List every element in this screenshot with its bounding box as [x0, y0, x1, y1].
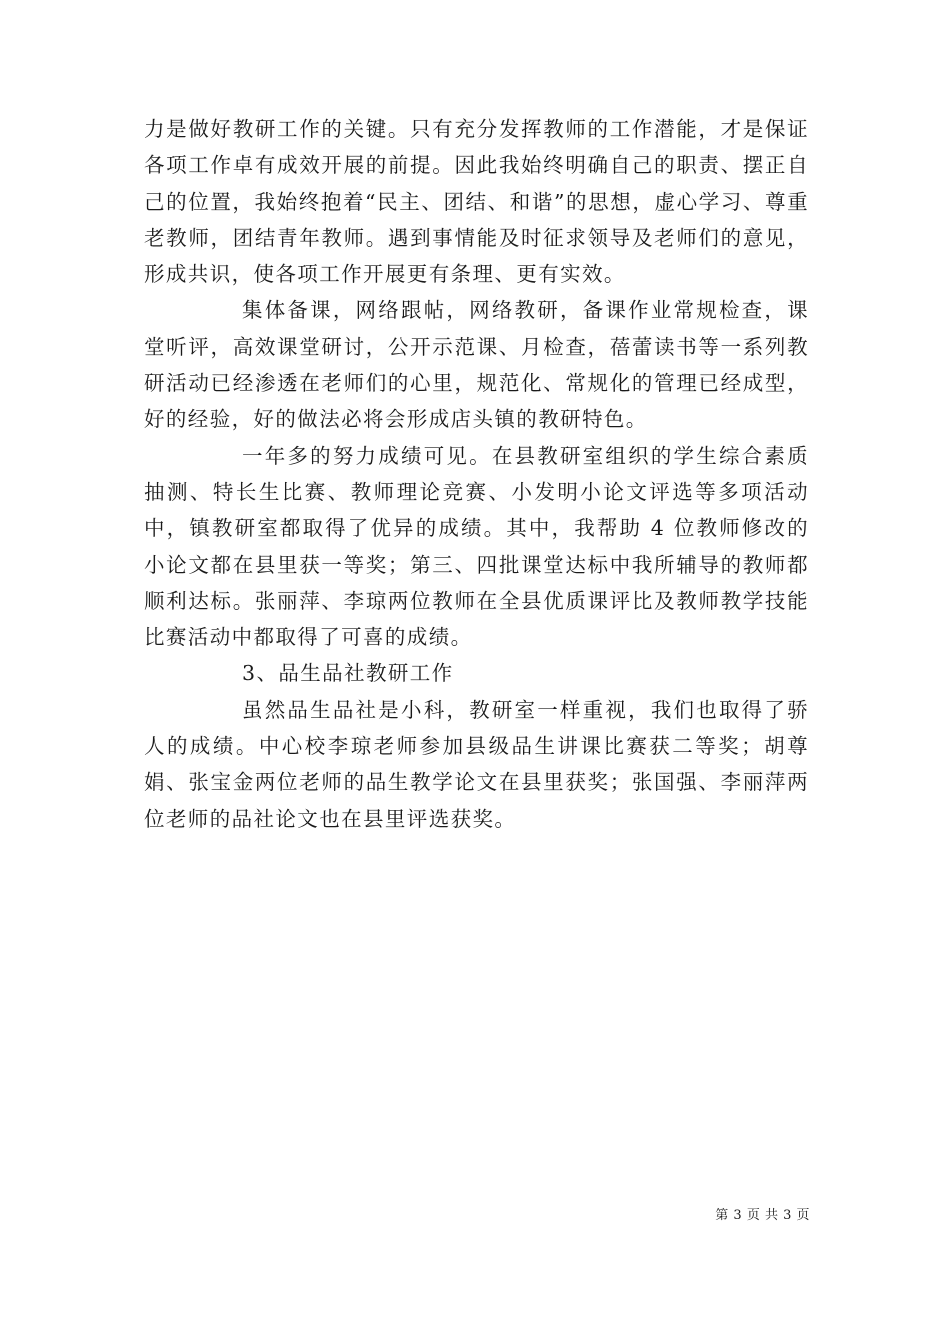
- paragraph-achievements: 一年多的努力成绩可见。在县教研室组织的学生综合素质抽测、特长生比赛、教师理论竞赛、小发明小论文评选等多项活动中，镇教研室都取得了优异的成绩。其中，我帮助 4 位教师修改的小论文都在县里获一等奖；第三、四批课堂达标中我所辅导的教师都顺利达标。张丽萍、李琼两位教师在全县优质课评比及教师教学技能比赛活动中都取得了可喜的成绩。: [144, 443, 809, 650]
- paragraph-activities: 集体备课，网络跟帖，网络教研，备课作业常规检查，课堂听评，高效课堂研讨，公开示范课、月检查，蓓蕾读书等一系列教研活动已经渗透在老师们的心里，规范化、常规化的管理已经成型，好的经验，好的做法必将会形成店头镇的教研特色。: [144, 298, 809, 432]
- page-number-footer: 第 3 页 共 3 页: [715, 1208, 810, 1223]
- paragraph-moral-education: 虽然品生品社是小科，教研室一样重视，我们也取得了骄人的成绩。中心校李琼老师参加县级品生讲课比赛获二等奖；胡尊娟、张宝金两位老师的品生教学论文在县里获奖；张国强、李丽萍两位老师的品社论文也在县里评选获奖。: [144, 697, 809, 831]
- document-body: [144, 111, 809, 837]
- paragraph-teamwork: 力是做好教研工作的关键。只有充分发挥教师的工作潜能，才是保证各项工作卓有成效开展的前提。因此我始终明确自己的职责、摆正自己的位置，我始终抱着“民主、团结、和谐”的思想，虚心学习、尊重老教师，团结青年教师。遇到事情能及时征求领导及老师们的意见，形成共识，使各项工作开展更有条理、更有实效。: [144, 117, 809, 287]
- section-heading-moral-education: 3、品生品社教研工作: [242, 661, 454, 686]
